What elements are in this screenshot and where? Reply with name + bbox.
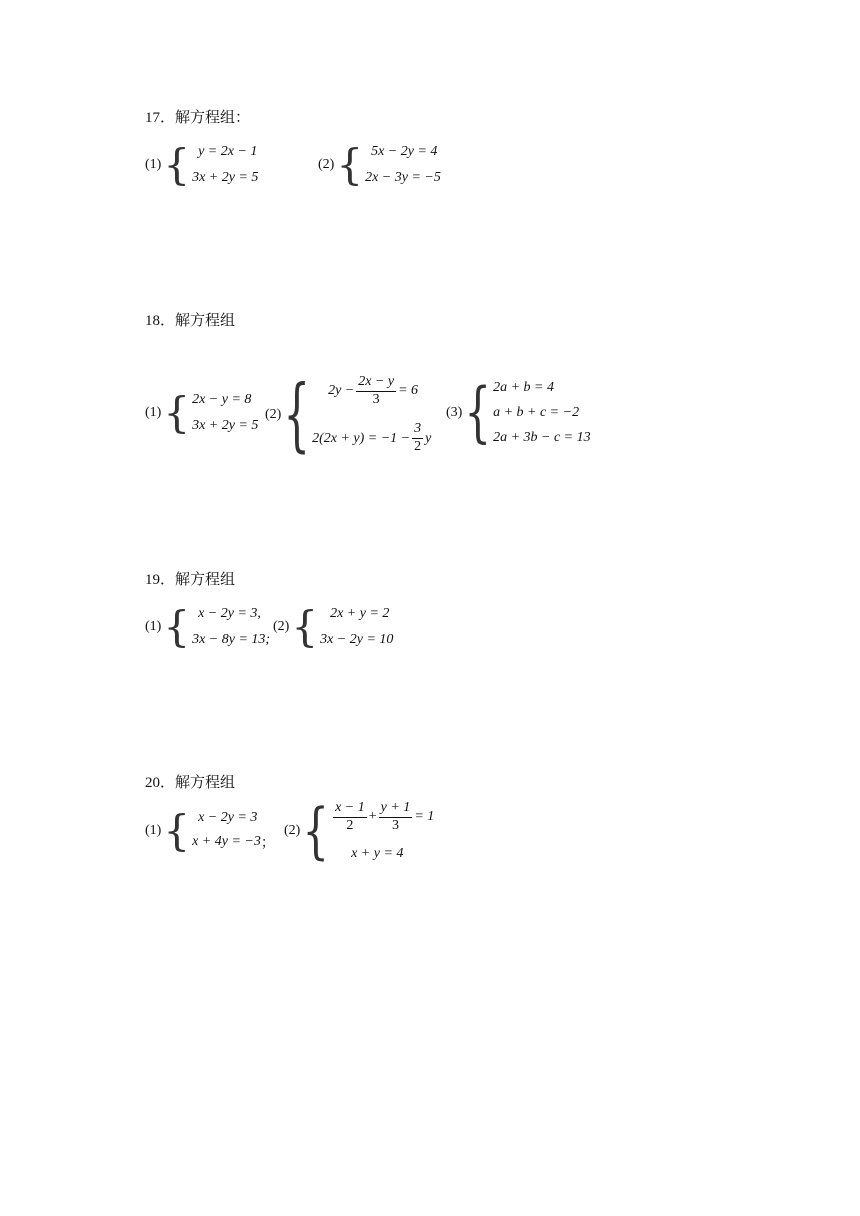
equation-with-fraction	[312, 421, 431, 456]
fraction	[412, 421, 423, 456]
plus-sign: +	[368, 809, 377, 825]
equation: x − 2y = 3	[198, 810, 258, 825]
part-label: (1)	[145, 157, 162, 172]
numerator: y + 1	[379, 800, 413, 818]
left-brace-icon: {	[464, 374, 492, 451]
fraction	[379, 800, 413, 835]
eq-right: y	[425, 430, 432, 446]
equation: a + b + c = −2	[493, 405, 580, 420]
q20-system-2	[284, 794, 435, 866]
equation-with-fractions	[331, 800, 434, 835]
q19-system-2	[273, 602, 394, 651]
left-brace-icon: {	[163, 140, 191, 189]
equation: x + y = 4	[351, 846, 404, 861]
denominator: 3	[391, 817, 399, 833]
equation: 2a + b = 4	[493, 380, 554, 395]
q17-system-1	[145, 140, 259, 189]
numerator: 3	[412, 421, 423, 439]
q18-system-1	[145, 388, 259, 437]
q18-system-3	[446, 374, 591, 451]
question-20-title: 20．解方程组	[145, 775, 236, 791]
part-label: (1)	[145, 405, 162, 420]
equation: 2x + y = 2	[330, 606, 390, 621]
equation: 3x + 2y = 5	[192, 170, 259, 185]
left-brace-icon: {	[291, 602, 319, 651]
q19-system-1	[145, 602, 271, 651]
equation: 5x − 2y = 4	[371, 144, 438, 159]
left-brace-icon: {	[283, 367, 311, 461]
equation: x − 2y = 3,	[198, 606, 261, 621]
equation: x + 4y = −3	[192, 834, 261, 849]
part-label: (2)	[265, 407, 282, 422]
equation-with-fraction	[312, 374, 431, 409]
part-label: (2)	[318, 157, 335, 172]
eq-right: = 1	[414, 809, 435, 825]
q20-system-1	[145, 806, 275, 855]
part-label: (3)	[446, 405, 463, 420]
question-18-title: 18．解方程组	[145, 313, 236, 329]
denominator: 2	[346, 817, 354, 833]
question-19-title: 19．解方程组	[145, 572, 236, 588]
q18-system-2	[265, 367, 432, 461]
part-label: (1)	[145, 823, 162, 838]
left-brace-icon: {	[336, 140, 364, 189]
eq-right: = 6	[398, 383, 419, 399]
numerator: 2x − y	[356, 374, 396, 392]
left-brace-icon: {	[163, 388, 191, 437]
fraction	[333, 800, 367, 835]
equation: 2x − y = 8	[192, 392, 252, 407]
equation: 3x − 8y = 13;	[192, 632, 271, 647]
equation: 2a + 3b − c = 13	[493, 430, 591, 445]
q17-system-2	[318, 140, 441, 189]
punctuation: ；	[260, 836, 275, 851]
equation: 2x − 3y = −5	[365, 170, 441, 185]
fraction	[356, 374, 396, 409]
eq-left: 2(2x + y) = −1 −	[312, 430, 411, 446]
denominator: 3	[372, 391, 380, 407]
part-label: (1)	[145, 619, 162, 634]
equation: 3x + 2y = 5	[192, 418, 259, 433]
part-label: (2)	[273, 619, 290, 634]
left-brace-icon: {	[163, 806, 191, 855]
equation: y = 2x − 1	[198, 144, 258, 159]
equation: 3x − 2y = 10	[320, 632, 394, 647]
question-17-title: 17．解方程组：	[145, 110, 251, 126]
left-brace-icon: {	[163, 602, 191, 651]
numerator: x − 1	[333, 800, 367, 818]
part-label: (2)	[284, 823, 301, 838]
left-brace-icon: {	[302, 794, 330, 866]
denominator: 2	[414, 439, 422, 455]
eq-left: 2y −	[328, 383, 355, 399]
